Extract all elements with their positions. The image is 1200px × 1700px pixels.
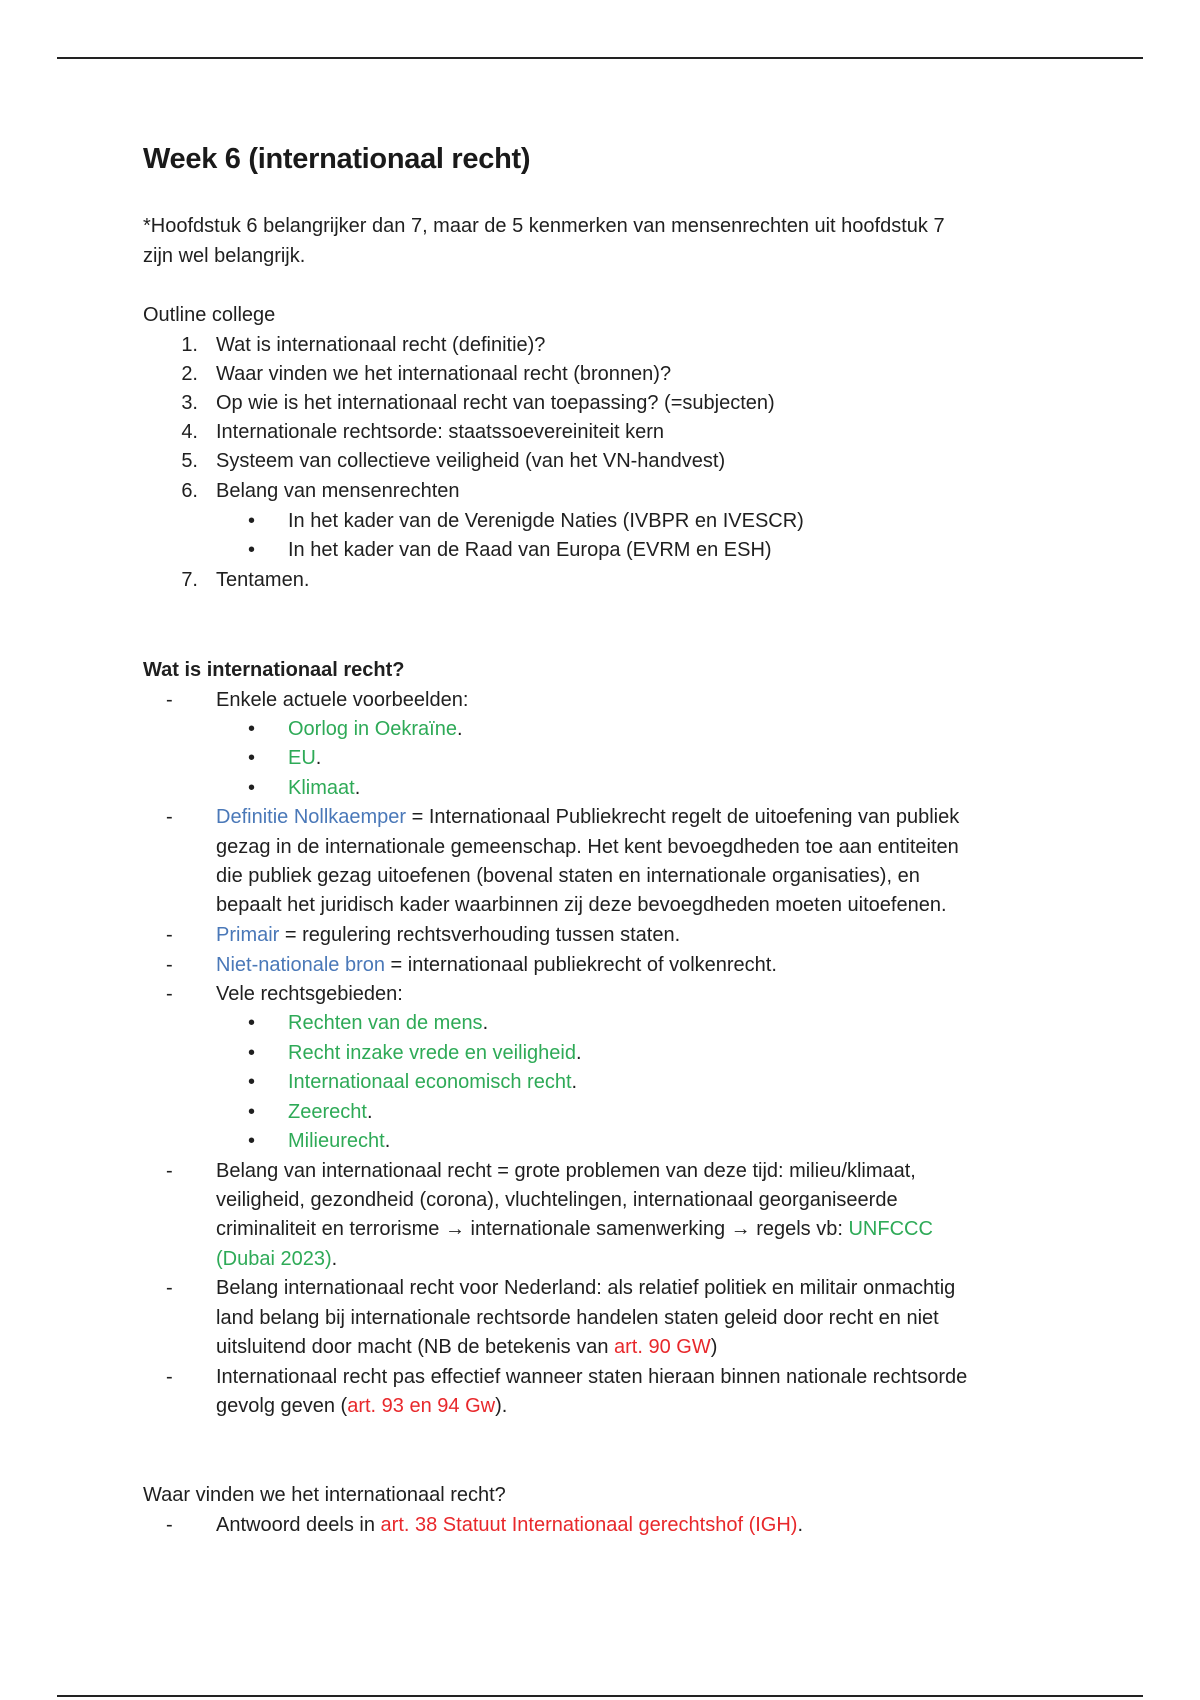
page-title: Week 6 (internationaal recht) bbox=[143, 143, 531, 175]
section-heading-waar-vinden: Waar vinden we het internationaal recht? bbox=[143, 1484, 506, 1506]
section-heading-wat-is: Wat is internationaal recht? bbox=[143, 659, 405, 681]
footer-rule bbox=[57, 1695, 1143, 1697]
header-rule bbox=[57, 57, 1143, 59]
intro-note: *Hoofdstuk 6 belangrijker dan 7, maar de 5 kenmerken van mensenrechten uit hoofdstuk 7 zijn wel belangrijk. bbox=[143, 215, 945, 267]
outline-heading: Outline college bbox=[143, 304, 276, 326]
